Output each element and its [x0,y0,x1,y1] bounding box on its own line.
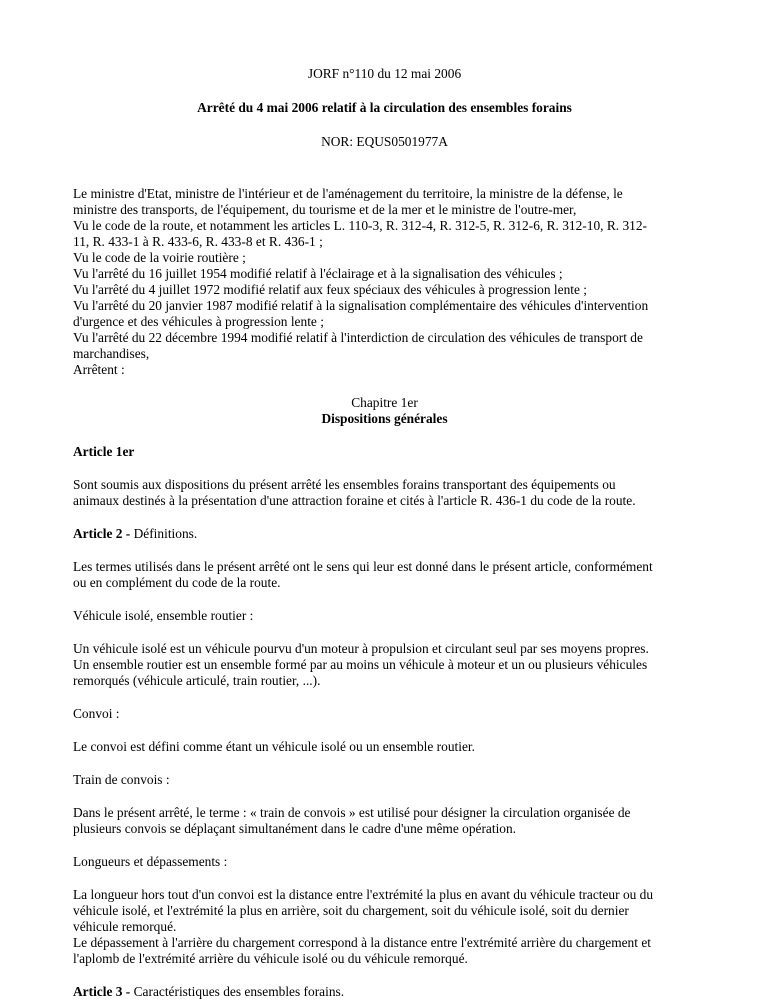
definition-line: véhicule isolé, et l'extrémité la plus en arrière, soit du chargement, soit du véhicule isolé, soit du dernier [73,903,629,918]
term-convoi: Convoi : [73,706,120,721]
preamble-line: Vu le code de la voirie routière ; [73,250,246,265]
term-train-de-convois: Train de convois : [73,772,170,787]
preamble-line: marchandises, [73,346,150,361]
definition-train-de-convois [73,805,696,837]
definition-line: véhicule remorqué. [73,919,177,934]
article-2-intro [73,559,696,591]
article-1-heading: Article 1er [73,444,135,459]
article-1-body [73,477,696,509]
decree-title: Arrêté du 4 mai 2006 relatif à la circulation des ensembles forains [197,100,572,115]
nor-reference: NOR: EQUS0501977A [321,134,448,149]
preamble-line: Le ministre d'Etat, ministre de l'intérieur et de l'aménagement du territoire, la ministre de la défense, le [73,186,623,201]
article-2-intro-line: ou en complément du code de la route. [73,575,281,590]
definition-line: Dans le présent arrêté, le terme : « train de convois » est utilisé pour désigner la circulation organisée de [73,805,631,820]
preamble-line: Vu l'arrêté du 22 décembre 1994 modifié relatif à l'interdiction de circulation des véhicules de transport de [73,330,643,345]
term-vehicule-isole: Véhicule isolé, ensemble routier : [73,608,254,623]
definition-line: l'aplomb de l'extrémité arrière du véhicule isolé ou du véhicule remorqué. [73,951,468,966]
article-3-subtitle: Caractéristiques des ensembles forains. [130,984,345,999]
chapter-number: Chapitre 1er [351,395,418,410]
chapter-heading [73,395,696,427]
definition-line: Le dépassement à l'arrière du chargement correspond à la distance entre l'extrémité arrière du chargement et [73,935,651,950]
journal-reference: JORF n°110 du 12 mai 2006 [307,66,462,81]
article-3-label: Article 3 - [73,984,131,999]
article-2-subtitle: Définitions. [130,526,198,541]
article-1-line: animaux destinés à la présentation d'une attraction foraine et cités à l'article R. 436-1 du code de la route. [73,493,636,508]
preamble [73,186,696,378]
preamble-line: ministre des transports, de l'équipement, du tourisme et de la mer et le ministre de l'outre-mer, [73,202,577,217]
article-2-heading [73,526,696,542]
preamble-line: Vu le code de la route, et notamment les articles L. 110-3, R. 312-4, R. 312-5, R. 312-6, R. 312-10, R. 312- [73,218,648,233]
preamble-line: 11, R. 433-1 à R. 433-6, R. 433-8 et R. 436-1 ; [73,234,323,249]
definition-line: La longueur hors tout d'un convoi est la distance entre l'extrémité la plus en avant du véhicule tracteur ou du [73,887,654,902]
preamble-line: Vu l'arrêté du 16 juillet 1954 modifié relatif à l'éclairage et à la signalisation des véhicules ; [73,266,563,281]
definition-vehicule-isole [73,641,696,689]
preamble-line: Vu l'arrêté du 4 juillet 1972 modifié relatif aux feux spéciaux des véhicules à progression lente ; [73,282,588,297]
definition-line: plusieurs convois se déplaçant simultanément dans le cadre d'une même opération. [73,821,517,836]
definition-longueurs [73,887,696,967]
definition-line: Le convoi est défini comme étant un véhicule isolé ou un ensemble routier. [73,739,475,754]
article-3-heading [73,984,696,1000]
preamble-line: d'urgence et des véhicules à progression lente ; [73,314,324,329]
definition-line: Un ensemble routier est un ensemble formé par au moins un véhicule à moteur et un ou plusieurs véhicules [73,657,648,672]
article-2-intro-line: Les termes utilisés dans le présent arrêté ont le sens qui leur est donné dans le présent article, conformément [73,559,653,574]
definition-convoi [73,739,696,755]
preamble-line: Arrêtent : [73,362,125,377]
term-longueurs: Longueurs et dépassements : [73,854,228,869]
article-1-line: Sont soumis aux dispositions du présent arrêté les ensembles forains transportant des équipements ou [73,477,616,492]
chapter-title: Dispositions générales [321,411,448,426]
definition-line: Un véhicule isolé est un véhicule pourvu d'un moteur à propulsion et circulant seul par ses moyens propres. [73,641,649,656]
definition-line: remorqués (véhicule articulé, train routier, ...). [73,673,321,688]
preamble-line: Vu l'arrêté du 20 janvier 1987 modifié relatif à la signalisation complémentaire des véhicules d'intervention [73,298,649,313]
article-2-label: Article 2 - [73,526,131,541]
